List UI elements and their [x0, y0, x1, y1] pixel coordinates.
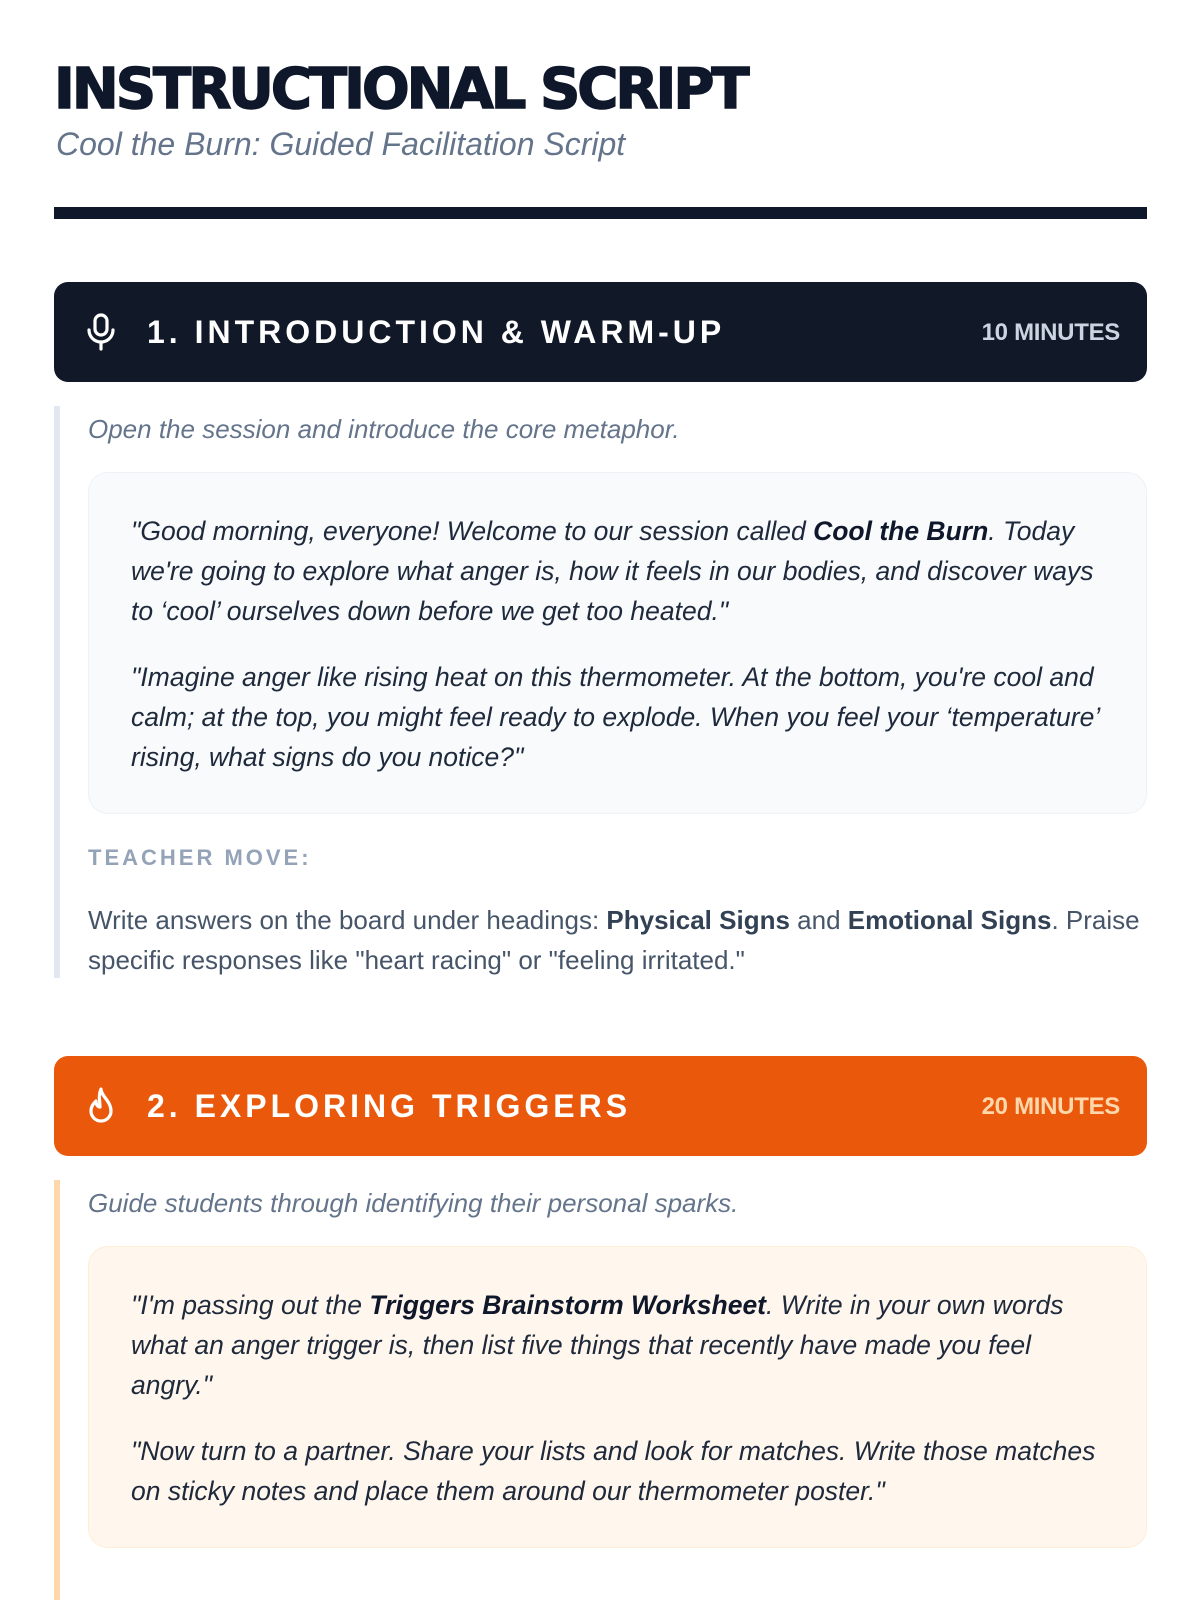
- script-paragraph: "Good morning, everyone! Welcome to our session called Cool the Burn. Today we're going to explore what anger is, how it feels in our bodies, and discover ways to ‘cool’ ourselves down before we get too heated.": [131, 516, 1094, 626]
- document-title: INSTRUCTIONAL SCRIPT: [54, 57, 747, 122]
- script-paragraph: "Now turn to a partner. Share your lists and look for matches. Write those matches on sticky notes and place them around our thermometer poster.": [131, 1436, 1096, 1506]
- script-paragraph: "I'm passing out the Triggers Brainstorm Worksheet. Write in your own words what an anger trigger is, then list five things that recently have made you feel angry.": [131, 1290, 1064, 1400]
- section-title: 2. EXPLORING TRIGGERS: [147, 1088, 632, 1124]
- microphone-icon: [82, 312, 120, 352]
- title-divider: [54, 207, 1147, 219]
- script-card: [88, 472, 1147, 814]
- section-accent-bar: [54, 406, 60, 978]
- teacher-move-label: TEACHER MOVE:: [88, 845, 312, 870]
- section-body-introduction: [54, 406, 1147, 978]
- section-header-triggers: [54, 1056, 1147, 1156]
- section-header-introduction: [54, 282, 1147, 382]
- section-accent-bar: [54, 1180, 60, 1600]
- teacher-move-text: Write answers on the board under headings: Physical Signs and Emotional Signs. Praise specific responses like "heart racing" or "feeling irritated.": [88, 905, 1140, 975]
- section-body-triggers: [54, 1180, 1147, 1600]
- document-page: [54, 0, 1147, 1600]
- section-lead: Open the session and introduce the core metaphor.: [88, 414, 680, 444]
- section-lead: Guide students through identifying their personal sparks.: [88, 1188, 739, 1218]
- section-duration: 20 MINUTES: [981, 1093, 1120, 1120]
- document-subtitle: Cool the Burn: Guided Facilitation Script: [56, 126, 626, 162]
- section-title: 1. INTRODUCTION & WARM-UP: [147, 314, 726, 350]
- section-duration: 10 MINUTES: [981, 319, 1120, 346]
- flame-icon: [82, 1086, 120, 1126]
- script-card: [88, 1246, 1147, 1548]
- script-paragraph: "Imagine anger like rising heat on this thermometer. At the bottom, you're cool and calm; at the top, you might feel ready to explode. When you feel your ‘temperature’ rising, what signs do you notice?": [131, 662, 1099, 772]
